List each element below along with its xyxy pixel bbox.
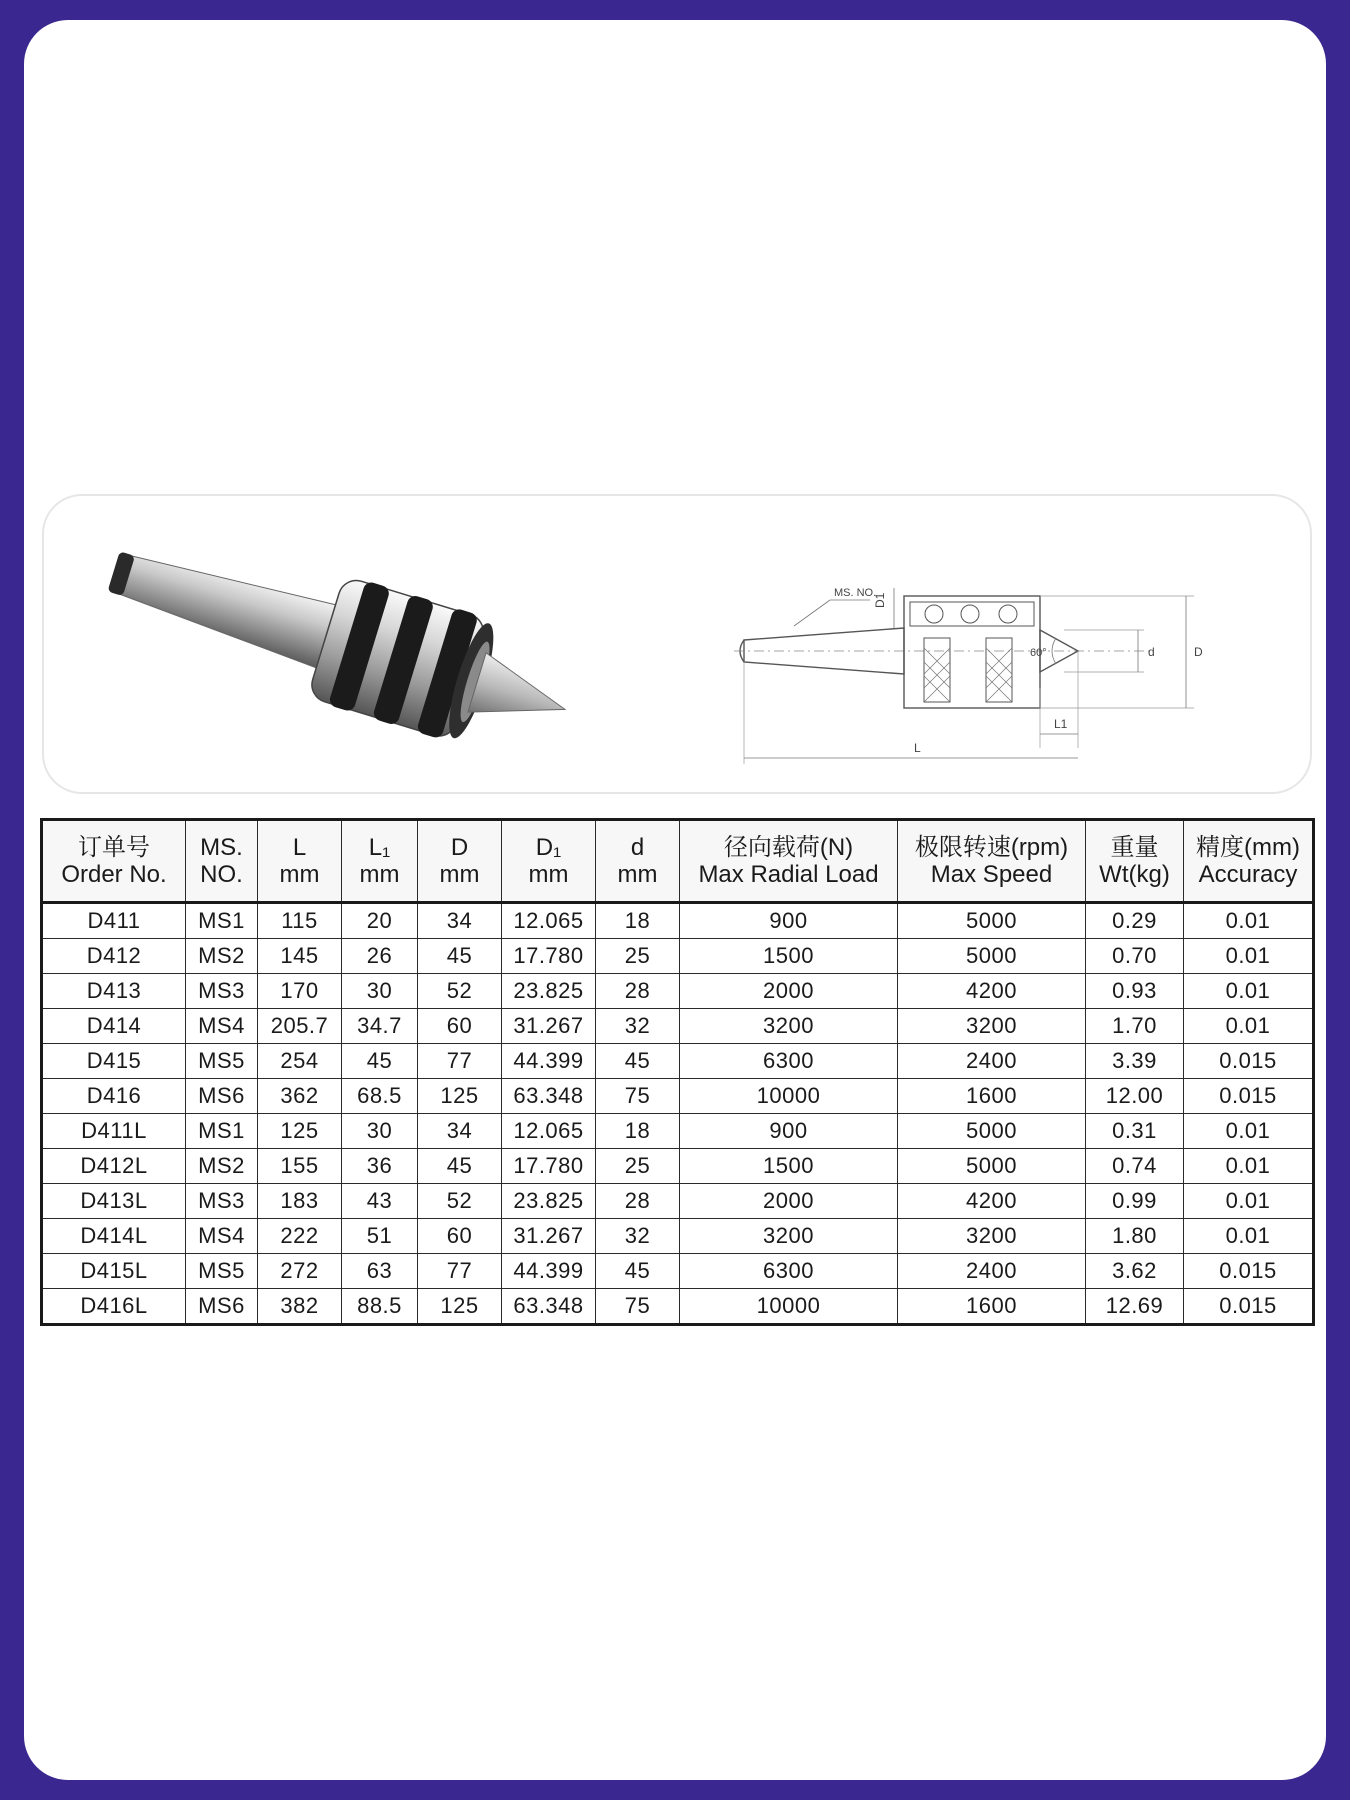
- table-row: [42, 1254, 1314, 1289]
- table-cell-max-radial-load: 6300: [680, 1044, 898, 1079]
- column-header-length-l: [258, 820, 342, 903]
- table-cell-diameter-d1: 23.825: [502, 974, 596, 1009]
- table-cell-length-l1: 45: [342, 1044, 418, 1079]
- table-cell-diameter-small-d: 45: [596, 1044, 680, 1079]
- table-cell-diameter-big-d: 125: [418, 1079, 502, 1114]
- table-cell-accuracy: 0.01: [1184, 939, 1314, 974]
- table-cell-max-speed: 2400: [898, 1254, 1086, 1289]
- spec-table: [40, 818, 1315, 1326]
- table-cell-max-speed: 5000: [898, 939, 1086, 974]
- table-cell-ms-no: MS2: [186, 939, 258, 974]
- table-cell-length-l: 125: [258, 1114, 342, 1149]
- table-cell-diameter-small-d: 32: [596, 1009, 680, 1044]
- table-cell-weight: 1.80: [1086, 1219, 1184, 1254]
- column-header-line2: mm: [439, 861, 480, 888]
- column-header-length-l1: [342, 820, 418, 903]
- big-d-label: D: [1194, 645, 1203, 659]
- table-cell-max-speed: 5000: [898, 1114, 1086, 1149]
- table-row: [42, 903, 1314, 939]
- table-row: [42, 1114, 1314, 1149]
- table-cell-ms-no: MS4: [186, 1219, 258, 1254]
- table-cell-diameter-big-d: 45: [418, 939, 502, 974]
- technical-drawing: [734, 538, 1254, 768]
- table-cell-order-no: D415: [42, 1044, 186, 1079]
- table-cell-accuracy: 0.015: [1184, 1254, 1314, 1289]
- column-header-diameter-small-d: [596, 820, 680, 903]
- table-cell-length-l1: 88.5: [342, 1289, 418, 1325]
- table-cell-ms-no: MS5: [186, 1254, 258, 1289]
- column-header-line2: Accuracy: [1198, 861, 1298, 888]
- taper-label: MS. NO.: [834, 587, 877, 599]
- table-cell-diameter-small-d: 18: [596, 1114, 680, 1149]
- table-header-row: [42, 820, 1314, 903]
- table-cell-diameter-small-d: 75: [596, 1289, 680, 1325]
- table-cell-order-no: D416: [42, 1079, 186, 1114]
- table-cell-order-no: D412L: [42, 1149, 186, 1184]
- table-cell-diameter-big-d: 77: [418, 1254, 502, 1289]
- table-cell-ms-no: MS1: [186, 903, 258, 939]
- table-cell-diameter-small-d: 25: [596, 939, 680, 974]
- table-cell-diameter-d1: 63.348: [502, 1079, 596, 1114]
- table-cell-diameter-small-d: 45: [596, 1254, 680, 1289]
- table-cell-length-l1: 26: [342, 939, 418, 974]
- table-cell-diameter-big-d: 60: [418, 1219, 502, 1254]
- table-cell-length-l1: 43: [342, 1184, 418, 1219]
- angle-label: 60°: [1030, 647, 1047, 659]
- table-cell-order-no: D414: [42, 1009, 186, 1044]
- table-cell-max-speed: 4200: [898, 1184, 1086, 1219]
- table-cell-max-radial-load: 2000: [680, 974, 898, 1009]
- table-cell-max-radial-load: 1500: [680, 939, 898, 974]
- table-cell-accuracy: 0.01: [1184, 1184, 1314, 1219]
- table-cell-length-l1: 51: [342, 1219, 418, 1254]
- table-cell-max-speed: 2400: [898, 1044, 1086, 1079]
- table-cell-length-l1: 63: [342, 1254, 418, 1289]
- table-cell-diameter-small-d: 25: [596, 1149, 680, 1184]
- table-cell-max-radial-load: 10000: [680, 1079, 898, 1114]
- table-cell-weight: 0.74: [1086, 1149, 1184, 1184]
- column-header-line2: NO.: [200, 861, 243, 888]
- table-cell-ms-no: MS6: [186, 1289, 258, 1325]
- table-cell-weight: 0.93: [1086, 974, 1184, 1009]
- table-row: [42, 1149, 1314, 1184]
- table-cell-accuracy: 0.01: [1184, 1009, 1314, 1044]
- table-cell-diameter-small-d: 28: [596, 1184, 680, 1219]
- table-cell-max-radial-load: 3200: [680, 1219, 898, 1254]
- table-cell-weight: 3.62: [1086, 1254, 1184, 1289]
- table-cell-max-speed: 5000: [898, 1149, 1086, 1184]
- column-header-diameter-big-d: [418, 820, 502, 903]
- table-cell-length-l1: 34.7: [342, 1009, 418, 1044]
- column-header-accuracy: [1184, 820, 1314, 903]
- table-cell-diameter-d1: 31.267: [502, 1009, 596, 1044]
- column-header-weight: [1086, 820, 1184, 903]
- table-cell-diameter-d1: 63.348: [502, 1289, 596, 1325]
- table-cell-ms-no: MS6: [186, 1079, 258, 1114]
- live-center-photo: [84, 524, 584, 764]
- column-header-diameter-d1: [502, 820, 596, 903]
- table-cell-max-radial-load: 2000: [680, 1184, 898, 1219]
- table-cell-diameter-big-d: 77: [418, 1044, 502, 1079]
- table-cell-max-speed: 4200: [898, 974, 1086, 1009]
- table-cell-length-l: 115: [258, 903, 342, 939]
- column-header-line1: L₁: [368, 834, 391, 861]
- table-row: [42, 974, 1314, 1009]
- table-cell-diameter-big-d: 34: [418, 1114, 502, 1149]
- column-header-line1: d: [630, 834, 645, 861]
- table-cell-diameter-d1: 44.399: [502, 1044, 596, 1079]
- table-body: [42, 903, 1314, 1325]
- column-header-ms-no: [186, 820, 258, 903]
- table-cell-weight: 0.70: [1086, 939, 1184, 974]
- table-cell-weight: 1.70: [1086, 1009, 1184, 1044]
- table-cell-diameter-d1: 31.267: [502, 1219, 596, 1254]
- column-header-line1: 极限转速(rpm): [914, 834, 1069, 861]
- table-row: [42, 1079, 1314, 1114]
- column-header-line1: MS.: [200, 834, 243, 861]
- table-cell-accuracy: 0.01: [1184, 1219, 1314, 1254]
- column-header-line1: L: [292, 834, 307, 861]
- table-cell-length-l: 362: [258, 1079, 342, 1114]
- table-cell-order-no: D411L: [42, 1114, 186, 1149]
- table-cell-max-speed: 5000: [898, 903, 1086, 939]
- table-cell-diameter-big-d: 60: [418, 1009, 502, 1044]
- column-header-line2: Wt(kg): [1099, 861, 1170, 888]
- column-header-line1: 精度(mm): [1196, 834, 1300, 861]
- table-cell-diameter-d1: 44.399: [502, 1254, 596, 1289]
- table-cell-length-l: 272: [258, 1254, 342, 1289]
- table-cell-weight: 0.29: [1086, 903, 1184, 939]
- table-cell-order-no: D416L: [42, 1289, 186, 1325]
- table-cell-length-l: 170: [258, 974, 342, 1009]
- table-cell-length-l: 382: [258, 1289, 342, 1325]
- d1-label: D1: [873, 592, 887, 608]
- table-cell-diameter-small-d: 18: [596, 903, 680, 939]
- table-cell-accuracy: 0.01: [1184, 903, 1314, 939]
- table-cell-order-no: D414L: [42, 1219, 186, 1254]
- table-cell-ms-no: MS1: [186, 1114, 258, 1149]
- column-header-line2: mm: [617, 861, 658, 888]
- d-label: d: [1148, 645, 1155, 659]
- table-cell-accuracy: 0.015: [1184, 1044, 1314, 1079]
- table-cell-max-speed: 3200: [898, 1219, 1086, 1254]
- column-header-max-speed: [898, 820, 1086, 903]
- table-cell-order-no: D415L: [42, 1254, 186, 1289]
- table-row: [42, 1184, 1314, 1219]
- table-cell-length-l1: 36: [342, 1149, 418, 1184]
- table-cell-diameter-d1: 23.825: [502, 1184, 596, 1219]
- table-cell-ms-no: MS3: [186, 1184, 258, 1219]
- table-cell-max-radial-load: 900: [680, 1114, 898, 1149]
- table-cell-diameter-d1: 12.065: [502, 903, 596, 939]
- table-row: [42, 1044, 1314, 1079]
- table-cell-max-speed: 3200: [898, 1009, 1086, 1044]
- table-cell-weight: 0.99: [1086, 1184, 1184, 1219]
- table-cell-accuracy: 0.015: [1184, 1289, 1314, 1325]
- table-cell-order-no: D411: [42, 903, 186, 939]
- table-cell-ms-no: MS5: [186, 1044, 258, 1079]
- table-cell-ms-no: MS3: [186, 974, 258, 1009]
- table-cell-max-radial-load: 6300: [680, 1254, 898, 1289]
- table-cell-diameter-big-d: 34: [418, 903, 502, 939]
- table-cell-length-l: 155: [258, 1149, 342, 1184]
- table-cell-length-l: 222: [258, 1219, 342, 1254]
- column-header-line2: Order No.: [61, 861, 167, 888]
- table-cell-diameter-d1: 17.780: [502, 939, 596, 974]
- table-cell-max-radial-load: 3200: [680, 1009, 898, 1044]
- table-cell-max-radial-load: 10000: [680, 1289, 898, 1325]
- table-cell-accuracy: 0.01: [1184, 1114, 1314, 1149]
- table-cell-weight: 3.39: [1086, 1044, 1184, 1079]
- table-cell-accuracy: 0.01: [1184, 974, 1314, 1009]
- l1-label: L1: [1054, 717, 1068, 731]
- table-cell-order-no: D413L: [42, 1184, 186, 1219]
- product-figure-panel: [42, 494, 1312, 794]
- table-cell-diameter-big-d: 52: [418, 974, 502, 1009]
- table-cell-length-l1: 30: [342, 974, 418, 1009]
- table-cell-length-l1: 30: [342, 1114, 418, 1149]
- column-header-line2: mm: [279, 861, 320, 888]
- table-cell-weight: 0.31: [1086, 1114, 1184, 1149]
- column-header-line1: D₁: [535, 834, 562, 861]
- column-header-order-no: [42, 820, 186, 903]
- table-row: [42, 939, 1314, 974]
- column-header-line2: mm: [528, 861, 569, 888]
- column-header-line1: D: [450, 834, 469, 861]
- table-cell-ms-no: MS4: [186, 1009, 258, 1044]
- column-header-line1: 重量: [1110, 834, 1159, 861]
- table-cell-diameter-d1: 17.780: [502, 1149, 596, 1184]
- table-cell-diameter-small-d: 75: [596, 1079, 680, 1114]
- table-row: [42, 1009, 1314, 1044]
- table-cell-length-l1: 68.5: [342, 1079, 418, 1114]
- column-header-line1: 订单号: [78, 834, 150, 861]
- table-cell-diameter-small-d: 28: [596, 974, 680, 1009]
- table-cell-max-speed: 1600: [898, 1079, 1086, 1114]
- table-cell-diameter-big-d: 52: [418, 1184, 502, 1219]
- table-cell-weight: 12.00: [1086, 1079, 1184, 1114]
- table-cell-max-speed: 1600: [898, 1289, 1086, 1325]
- table-cell-accuracy: 0.015: [1184, 1079, 1314, 1114]
- l-label: L: [914, 741, 921, 755]
- column-header-max-radial-load: [680, 820, 898, 903]
- table-row: [42, 1219, 1314, 1254]
- table-cell-diameter-big-d: 125: [418, 1289, 502, 1325]
- table-cell-length-l: 183: [258, 1184, 342, 1219]
- table-cell-length-l: 145: [258, 939, 342, 974]
- table-cell-weight: 12.69: [1086, 1289, 1184, 1325]
- table-cell-length-l: 254: [258, 1044, 342, 1079]
- table-cell-order-no: D412: [42, 939, 186, 974]
- table-cell-diameter-d1: 12.065: [502, 1114, 596, 1149]
- table-cell-accuracy: 0.01: [1184, 1149, 1314, 1184]
- table-cell-length-l1: 20: [342, 903, 418, 939]
- column-header-line2: mm: [359, 861, 400, 888]
- table-cell-diameter-small-d: 32: [596, 1219, 680, 1254]
- table-cell-ms-no: MS2: [186, 1149, 258, 1184]
- table-cell-diameter-big-d: 45: [418, 1149, 502, 1184]
- table-cell-max-radial-load: 900: [680, 903, 898, 939]
- table-cell-length-l: 205.7: [258, 1009, 342, 1044]
- column-header-line2: Max Speed: [930, 861, 1053, 888]
- table-row: [42, 1289, 1314, 1325]
- content-card: [24, 20, 1326, 1780]
- column-header-line2: Max Radial Load: [698, 861, 879, 888]
- table-cell-max-radial-load: 1500: [680, 1149, 898, 1184]
- column-header-line1: 径向载荷(N): [723, 834, 854, 861]
- table-cell-order-no: D413: [42, 974, 186, 1009]
